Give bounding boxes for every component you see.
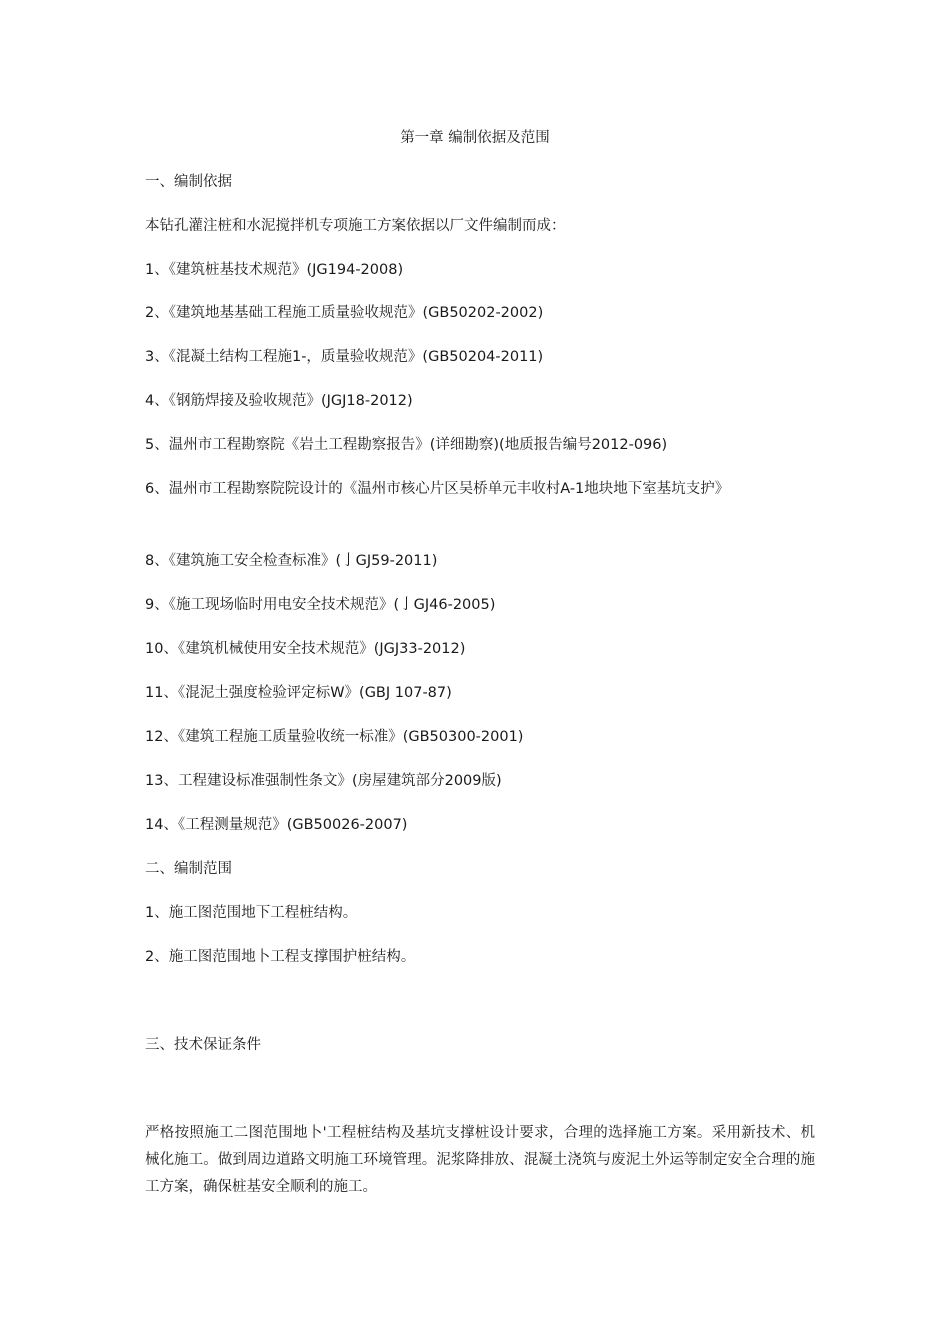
reference-item: 9、《施工现场临时用电安全技术规范》(亅GJ46-2005) [145,597,496,613]
reference-item: 2、《建筑地基基础工程施工质量验收规范》(GB50202-2002) [145,305,544,321]
intro-paragraph: 本钻孔灌注桩和水泥搅拌机专项施工方案依据以厂文件编制而成： [145,218,566,234]
section-heading-basis: 一、编制依据 [145,174,232,190]
scope-item: 1、施工图范围地下工程桩结构。 [145,905,358,921]
reference-item: 13、工程建设标准强制性条文》(房屋建筑部分2009版) [145,773,502,789]
scope-item: 2、施工图范围地卜工程支撑围护桩结构。 [145,949,416,965]
reference-item: 11、《混泥土强度检验评定标W》(GBJ 107-87) [145,685,452,701]
reference-item: 1、《建筑桩基技术规范》(JG194-2008) [145,262,404,278]
section-heading-tech: 三、技术保证条件 [145,1037,261,1053]
reference-item: 4、《钢筋焊接及验收规范》(JGJ18-2012) [145,393,413,409]
reference-item: 3、《混凝土结构工程施1-，质量验收规范》(GB50204-2011) [145,349,544,365]
section-heading-scope: 二、编制范围 [145,861,232,877]
tech-paragraph: 严格按照施工二图范围地卜'工程桩结构及基坑支撑桩设计要求，合理的选择施工方案。采用新技术、机械化施工。做到周边道路文明施工环境管理。泥浆降排放、混凝土浇筑与废泥土外运等制定安全合理的施工方案，确保桩基安全顺利的施工。 [145,1125,815,1195]
reference-item: 6、温州市工程勘察院院设计的《温州市核心片区吴桥单元丰收村A-1地块地下室基坑支护》 [145,481,730,497]
chapter-title: 第一章 编制依据及范围 [400,130,550,146]
reference-item: 12、《建筑工程施工质量验收统一标准》(GB50300-2001) [145,729,524,745]
reference-item: 5、温州市工程勘察院《岩土工程勘察报告》(详细勘察)(地质报告编号2012-096) [145,437,668,453]
reference-item: 14、《工程测量规范》(GB50026-2007) [145,817,408,833]
reference-item: 10、《建筑机械使用安全技术规范》(JGJ33-2012) [145,641,466,657]
reference-item: 8、《建筑施工安全检查标准》(亅GJ59-2011) [145,553,438,569]
